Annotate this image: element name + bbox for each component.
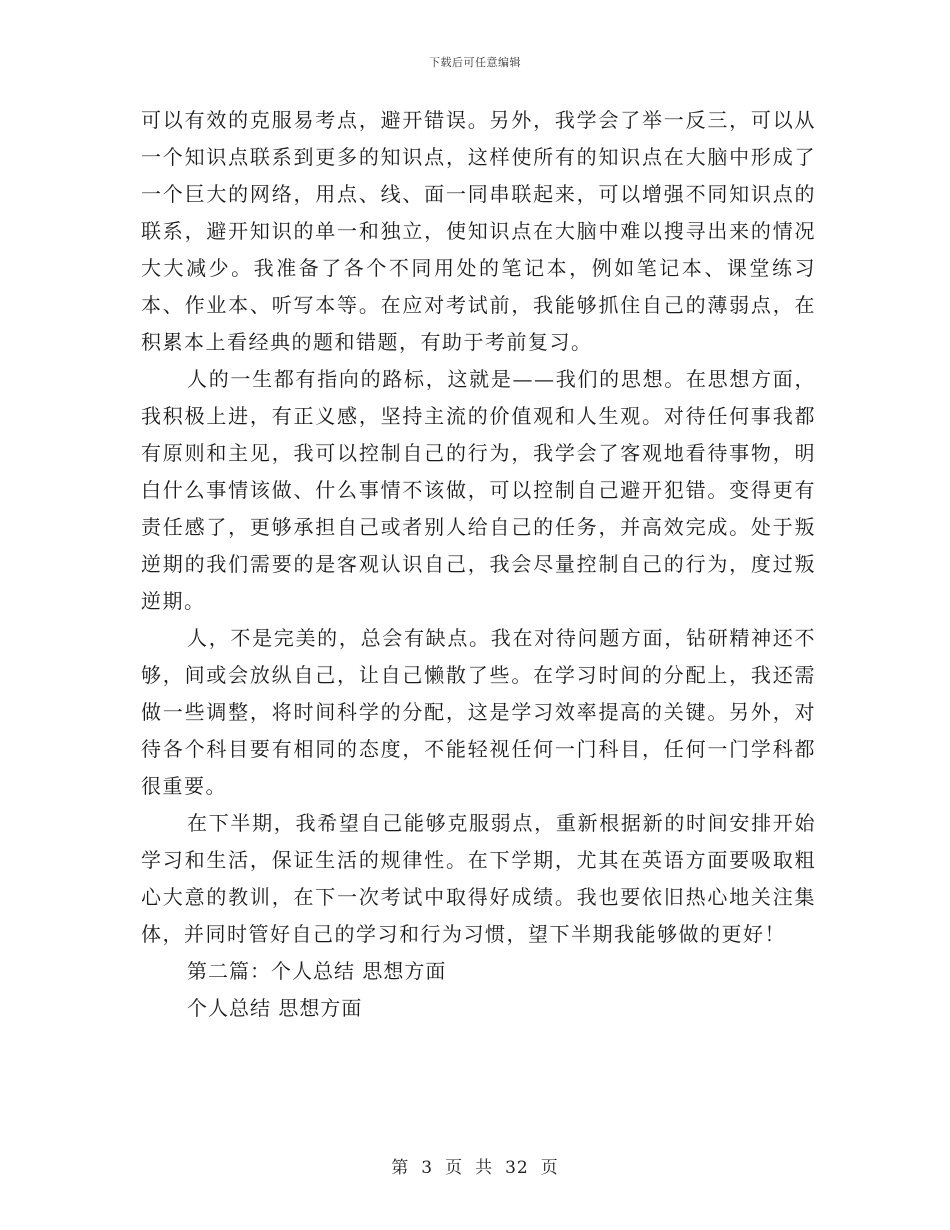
footer-prefix: 第 xyxy=(391,1158,410,1178)
paragraph-continuation: 可以有效的克服易考点，避开错误。另外，我学会了举一反三，可以从一个知识点联系到更多的知识点，这样使所有的知识点在大脑中形成了一个巨大的网络，用点、线、面一同串联起来，可以增强不同知识点的联系，避开知识的单一和独立，使知识点在大脑中难以搜寻出来的情况大大减少。我准备了各个不同用处的笔记本，例如笔记本、课堂练习本、作业本、听写本等。在应对考试前，我能够抓住自己的薄弱点，在积累本上看经典的题和错题，有助于考前复习。 xyxy=(141,108,816,354)
document-body xyxy=(141,102,816,1027)
footer-page-word: 页 xyxy=(445,1158,464,1178)
page-header: 下载后可任意编辑 xyxy=(429,56,521,69)
page-footer xyxy=(0,1153,950,1178)
footer-total-pages: 32 xyxy=(505,1158,529,1178)
chapter-heading: 第二篇：个人总结 思想方面 xyxy=(187,959,447,983)
paragraph-thought: 人的一生都有指向的路标，这就是——我们的思想。在思想方面，我积极上进，有正义感，坚持主流的价值观和人生观。对待任何事我都有原则和主见，我可以控制自己的行为，我学会了客观地看待事物，明白什么事情该做、什么事情不该做，可以控制自己避开犯错。变得更有责任感了，更够承担自己或者别人给自己的任务，并高效完成。处于叛逆期的我们需要的是客观认识自己，我会尽量控制自己的行为，度过叛逆期。 xyxy=(141,367,816,613)
paragraph-shortcomings: 人，不是完美的，总会有缺点。我在对待问题方面，钻研精神还不够，间或会放纵自己，让自己懒散了些。在学习时间的分配上，我还需做一些调整，将时间科学的分配，这是学习效率提高的关键。另外，对待各个科目要有相同的态度，不能轻视任何一门科目，任何一门学科都很重要。 xyxy=(141,626,816,798)
footer-total-word: 共 xyxy=(475,1158,494,1178)
footer-suffix: 页 xyxy=(540,1158,559,1178)
paragraph-plans: 在下半期，我希望自己能够克服弱点，重新根据新的时间安排开始学习和生活，保证生活的规律性。在下学期，尤其在英语方面要吸取粗心大意的教训，在下一次考试中取得好成绩。我也要依旧热心地关注集体，并同时管好自己的学习和行为习惯，望下半期我能够做的更好！ xyxy=(141,811,816,946)
footer-current-page: 3 xyxy=(421,1158,434,1178)
section-title: 个人总结 思想方面 xyxy=(187,996,363,1020)
